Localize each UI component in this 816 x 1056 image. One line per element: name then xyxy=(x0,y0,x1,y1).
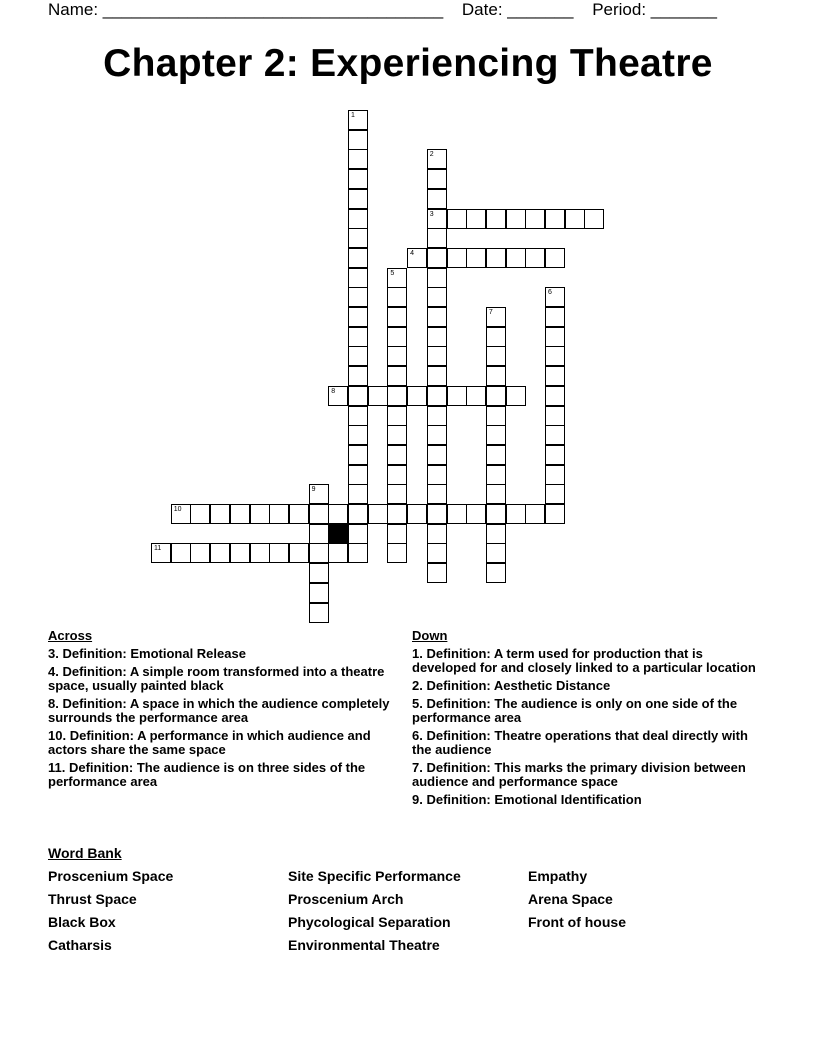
crossword-cell[interactable] xyxy=(171,504,191,524)
word-bank-item: Proscenium Arch xyxy=(288,891,404,907)
clue-number-label: 6 xyxy=(548,289,552,297)
crossword-cell[interactable] xyxy=(387,524,407,544)
clue-number-label: 3 xyxy=(429,210,434,218)
crossword-cell[interactable] xyxy=(348,228,368,248)
crossword-cell[interactable] xyxy=(250,504,270,524)
crossword-cell[interactable] xyxy=(427,445,447,465)
crossword-cell[interactable] xyxy=(348,346,368,366)
crossword-cell[interactable] xyxy=(545,366,565,386)
crossword-cell[interactable] xyxy=(387,386,407,406)
crossword-cell[interactable] xyxy=(171,543,191,563)
word-bank-item: Proscenium Space xyxy=(48,868,174,884)
word-bank-item: Catharsis xyxy=(48,937,112,953)
crossword-cell[interactable] xyxy=(230,543,250,563)
across-clue xyxy=(48,665,398,693)
crossword-cell[interactable] xyxy=(447,209,467,229)
crossword-cell[interactable] xyxy=(309,583,329,603)
clue-number-label: 9 xyxy=(311,486,316,494)
crossword-cell[interactable] xyxy=(328,386,348,406)
crossword-cell[interactable] xyxy=(348,268,368,288)
crossword-cell[interactable] xyxy=(486,465,506,485)
clue-text: Definition: Theatre operations that deal directly with the audience xyxy=(412,728,748,757)
down-clue xyxy=(412,793,762,807)
crossword-cell[interactable] xyxy=(427,543,447,563)
across-heading: Across xyxy=(48,628,93,643)
clue-number-label: 1 xyxy=(351,112,355,119)
date-field[interactable]: Date: _______ xyxy=(461,0,574,19)
crossword-cell[interactable] xyxy=(545,209,565,229)
crossword-cell[interactable] xyxy=(387,366,407,386)
crossword-cell[interactable] xyxy=(427,189,447,209)
crossword-cell[interactable] xyxy=(387,346,407,366)
crossword-cell[interactable] xyxy=(427,524,447,544)
clue-number: 11. xyxy=(48,760,66,775)
crossword-cell[interactable] xyxy=(250,543,270,563)
crossword-cell[interactable] xyxy=(466,386,486,406)
filled-cell xyxy=(328,524,348,544)
clue-text: Definition: Emotional Identification xyxy=(426,792,642,807)
crossword-cell[interactable] xyxy=(309,563,329,583)
crossword-cell[interactable] xyxy=(427,346,447,366)
crossword-cell[interactable] xyxy=(328,543,348,563)
crossword-cell[interactable] xyxy=(210,543,230,563)
across-clues xyxy=(48,629,398,793)
crossword-cell[interactable] xyxy=(309,524,329,544)
crossword-cell[interactable] xyxy=(506,386,526,406)
crossword-cell[interactable] xyxy=(348,209,368,229)
clue-number: 5. xyxy=(412,696,423,711)
crossword-cell[interactable] xyxy=(427,386,447,406)
across-clue xyxy=(48,761,398,789)
word-bank-item: Phycological Separation xyxy=(288,914,451,930)
crossword-cell[interactable] xyxy=(427,366,447,386)
crossword-cell[interactable] xyxy=(545,287,565,307)
crossword-cell[interactable] xyxy=(427,307,447,327)
clue-number-label: 8 xyxy=(331,387,336,395)
clue-text: Definition: A performance in which audience and actors share the same space xyxy=(48,728,371,757)
crossword-cell[interactable] xyxy=(387,504,407,524)
crossword-cell[interactable] xyxy=(486,563,506,583)
crossword-cell[interactable] xyxy=(348,307,368,327)
word-bank-item: Site Specific Performance xyxy=(288,868,461,884)
clue-number-label: 5 xyxy=(390,269,395,277)
clue-number: 6. xyxy=(412,728,423,743)
clue-number: 1. xyxy=(412,646,423,661)
crossword-cell[interactable] xyxy=(525,209,545,229)
crossword-cell[interactable] xyxy=(486,445,506,465)
crossword-cell[interactable] xyxy=(545,425,565,445)
clue-text: Definition: Emotional Release xyxy=(62,646,246,661)
crossword-cell[interactable] xyxy=(486,543,506,563)
crossword-cell[interactable] xyxy=(407,504,427,524)
clue-text: Definition: Aesthetic Distance xyxy=(426,678,611,693)
crossword-cell[interactable] xyxy=(348,465,368,485)
crossword-cell[interactable] xyxy=(427,406,447,426)
crossword-cell[interactable] xyxy=(486,484,506,504)
crossword-cell[interactable] xyxy=(348,445,368,465)
crossword-cell[interactable] xyxy=(427,327,447,347)
clue-text: Definition: The audience is only on one side of the performance area xyxy=(412,696,738,725)
crossword-cell[interactable] xyxy=(368,386,388,406)
crossword-cell[interactable] xyxy=(368,504,388,524)
crossword-cell[interactable] xyxy=(486,248,506,268)
crossword-cell[interactable] xyxy=(387,543,407,563)
word-bank-column-3 xyxy=(528,868,626,937)
word-bank-item: Empathy xyxy=(528,868,588,884)
crossword-cell[interactable] xyxy=(427,248,447,268)
crossword-cell[interactable] xyxy=(348,189,368,209)
word-bank-column-2 xyxy=(288,868,461,960)
crossword-cell[interactable] xyxy=(427,425,447,445)
down-clue xyxy=(412,761,762,789)
crossword-cell[interactable] xyxy=(486,346,506,366)
crossword-cell[interactable] xyxy=(545,327,565,347)
down-clue xyxy=(412,679,762,693)
crossword-cell[interactable] xyxy=(309,484,329,504)
crossword-cell[interactable] xyxy=(151,543,171,563)
crossword-cell[interactable] xyxy=(427,209,447,229)
crossword-cell[interactable] xyxy=(309,603,329,623)
crossword-cell[interactable] xyxy=(545,386,565,406)
clue-number: 4. xyxy=(48,664,59,679)
crossword-cell[interactable] xyxy=(407,248,427,268)
crossword-cell[interactable] xyxy=(427,268,447,288)
across-clue xyxy=(48,647,398,661)
crossword-cell[interactable] xyxy=(545,307,565,327)
crossword-cell[interactable] xyxy=(486,386,506,406)
crossword-cell[interactable] xyxy=(210,504,230,524)
crossword-cell[interactable] xyxy=(506,209,526,229)
crossword-cell[interactable] xyxy=(269,543,289,563)
crossword-cell[interactable] xyxy=(545,465,565,485)
clue-number-label: 7 xyxy=(488,309,493,316)
clue-text: Definition: The audience is on three sides of the performance area xyxy=(48,760,366,789)
crossword-cell[interactable] xyxy=(387,484,407,504)
crossword-cell[interactable] xyxy=(584,209,604,229)
crossword-cell[interactable] xyxy=(407,386,427,406)
crossword-cell[interactable] xyxy=(289,504,309,524)
across-clue xyxy=(48,729,398,757)
across-clue xyxy=(48,697,398,725)
crossword-cell[interactable] xyxy=(348,327,368,347)
crossword-cell[interactable] xyxy=(427,228,447,248)
crossword-cell[interactable] xyxy=(387,307,407,327)
crossword-cell[interactable] xyxy=(466,209,486,229)
crossword-cell[interactable] xyxy=(427,504,447,524)
word-bank-column-1 xyxy=(48,868,173,960)
crossword-cell[interactable] xyxy=(486,504,506,524)
crossword-cell[interactable] xyxy=(309,504,329,524)
clue-number-label: 2 xyxy=(429,151,434,159)
clue-number: 2. xyxy=(412,678,423,693)
crossword-cell[interactable] xyxy=(387,327,407,347)
clue-text: Definition: A space in which the audience completely surrounds the performance area xyxy=(48,696,390,725)
crossword-cell[interactable] xyxy=(545,484,565,504)
word-bank-item: Black Box xyxy=(48,914,116,930)
crossword-cell[interactable] xyxy=(486,406,506,426)
crossword-cell[interactable] xyxy=(486,366,506,386)
clue-text: Definition: A simple room transformed into a theatre space, usually painted black xyxy=(48,664,385,693)
crossword-cell[interactable] xyxy=(427,287,447,307)
crossword-cell[interactable] xyxy=(309,543,329,563)
crossword-cell[interactable] xyxy=(348,287,368,307)
down-clue xyxy=(412,647,762,675)
word-bank-item: Environmental Theatre xyxy=(288,937,440,953)
crossword-cell[interactable] xyxy=(545,445,565,465)
crossword-cell[interactable] xyxy=(506,504,526,524)
clue-number: 3. xyxy=(48,646,59,661)
crossword-cell[interactable] xyxy=(466,504,486,524)
crossword-cell[interactable] xyxy=(348,406,368,426)
crossword-cell[interactable] xyxy=(348,366,368,386)
word-bank-item: Thrust Space xyxy=(48,891,137,907)
crossword-cell[interactable] xyxy=(565,209,585,229)
crossword-cell[interactable] xyxy=(348,425,368,445)
clue-text: Definition: This marks the primary division between audience and performance space xyxy=(412,760,746,789)
crossword-cell[interactable] xyxy=(387,287,407,307)
crossword-cell[interactable] xyxy=(466,248,486,268)
crossword-cell[interactable] xyxy=(447,504,467,524)
crossword-cell[interactable] xyxy=(427,169,447,189)
crossword-cell[interactable] xyxy=(545,346,565,366)
crossword-cell[interactable] xyxy=(427,563,447,583)
clue-number-label: 10 xyxy=(173,506,182,513)
crossword-cell[interactable] xyxy=(348,149,368,169)
clue-number-label: 11 xyxy=(154,545,162,553)
crossword-cell[interactable] xyxy=(486,327,506,347)
crossword-cell[interactable] xyxy=(427,149,447,169)
crossword-cell[interactable] xyxy=(486,307,506,327)
crossword-cell[interactable] xyxy=(387,445,407,465)
crossword-cell[interactable] xyxy=(427,484,447,504)
crossword-cell[interactable] xyxy=(506,248,526,268)
name-field[interactable]: Name: ____________________________________ xyxy=(48,0,444,19)
crossword-cell[interactable] xyxy=(447,248,467,268)
crossword-cell[interactable] xyxy=(348,524,368,544)
crossword-cell[interactable] xyxy=(348,484,368,504)
crossword-cell[interactable] xyxy=(348,248,368,268)
crossword-cell[interactable] xyxy=(486,524,506,544)
down-clues xyxy=(412,629,762,811)
crossword-cell[interactable] xyxy=(328,504,348,524)
clue-number: 9. xyxy=(412,792,423,807)
crossword-cell[interactable] xyxy=(545,504,565,524)
crossword-cell[interactable] xyxy=(525,248,545,268)
crossword-cell[interactable] xyxy=(545,406,565,426)
clue-text: Definition: A term used for production that is developed for and closely linked to a particular location xyxy=(412,646,756,675)
crossword-cell[interactable] xyxy=(190,543,210,563)
crossword-cell[interactable] xyxy=(289,543,309,563)
page-title: Chapter 2: Experiencing Theatre xyxy=(103,42,713,85)
crossword-cell[interactable] xyxy=(190,504,210,524)
crossword-cell[interactable] xyxy=(486,425,506,445)
crossword-cell[interactable] xyxy=(348,504,368,524)
crossword-cell[interactable] xyxy=(486,209,506,229)
down-clue xyxy=(412,729,762,757)
crossword-cell[interactable] xyxy=(348,110,368,130)
crossword-cell[interactable] xyxy=(387,268,407,288)
crossword-cell[interactable] xyxy=(545,248,565,268)
down-heading: Down xyxy=(412,628,448,643)
clue-number: 7. xyxy=(412,760,423,775)
crossword-cell[interactable] xyxy=(525,504,545,524)
word-bank-item: Front of house xyxy=(528,914,626,930)
down-clue xyxy=(412,697,762,725)
crossword-cell[interactable] xyxy=(348,169,368,189)
crossword-cell[interactable] xyxy=(387,406,407,426)
word-bank-heading: Word Bank xyxy=(48,845,122,861)
word-bank-item: Arena Space xyxy=(528,891,613,907)
crossword-cell[interactable] xyxy=(348,386,368,406)
clue-number: 10. xyxy=(48,728,67,743)
clue-number: 8. xyxy=(48,696,59,711)
crossword-cell[interactable] xyxy=(387,465,407,485)
clue-number-label: 4 xyxy=(410,249,414,257)
crossword-cell[interactable] xyxy=(447,386,467,406)
period-field[interactable]: Period: _______ xyxy=(592,0,717,19)
crossword-cell[interactable] xyxy=(269,504,289,524)
crossword-cell[interactable] xyxy=(230,504,250,524)
crossword-cell[interactable] xyxy=(348,543,368,563)
crossword-cell[interactable] xyxy=(427,465,447,485)
crossword-cell[interactable] xyxy=(348,130,368,150)
crossword-cell[interactable] xyxy=(387,425,407,445)
